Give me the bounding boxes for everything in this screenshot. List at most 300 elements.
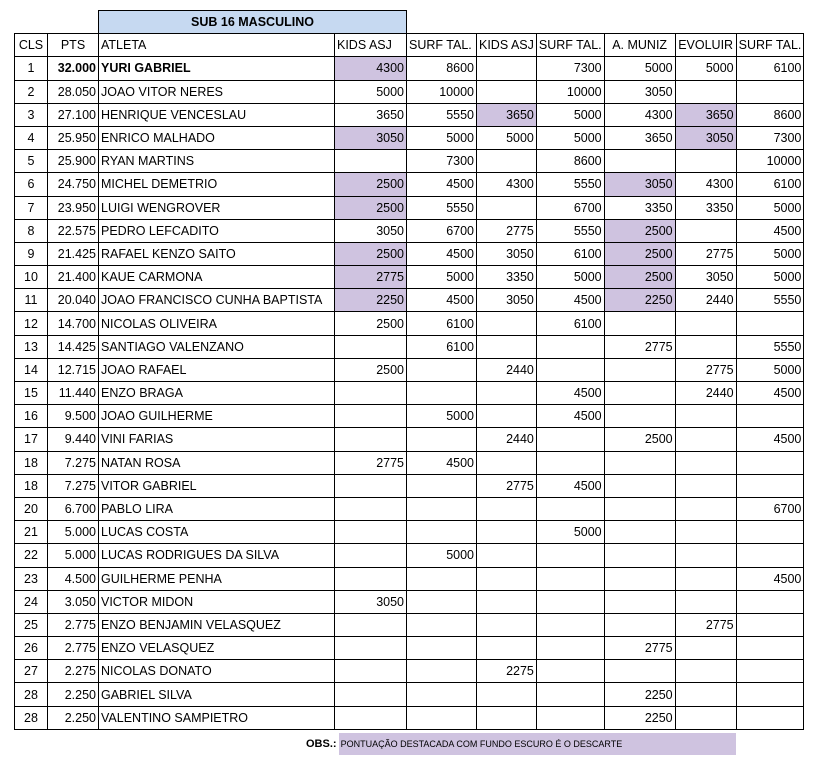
score-cell: 2775 [477, 219, 537, 242]
athlete-name-cell: PABLO LIRA [99, 497, 335, 520]
athlete-name-cell: NATAN ROSA [99, 451, 335, 474]
table-title: SUB 16 MASCULINO [191, 15, 314, 30]
score-cell: 4500 [536, 289, 604, 312]
score-cell: 2500 [335, 358, 407, 381]
pts-cell: 14.700 [48, 312, 99, 335]
score-cell: 2250 [335, 289, 407, 312]
table-row [15, 57, 804, 80]
table-row [15, 613, 804, 636]
obs-text: PONTUAÇÃO DESTACADA COM FUNDO ESCURO É O DESCARTE [339, 733, 736, 755]
score-cell [477, 590, 537, 613]
table-row [15, 497, 804, 520]
score-cell: 2440 [477, 358, 537, 381]
score-cell: 6100 [536, 242, 604, 265]
cls-cell: 8 [15, 219, 48, 242]
pts-cell: 28.050 [48, 80, 99, 103]
athlete-name-cell: YURI GABRIEL [99, 57, 335, 80]
table-row [15, 80, 804, 103]
athlete-name-cell: NICOLAS OLIVEIRA [99, 312, 335, 335]
table-row [15, 706, 804, 729]
athlete-name-cell: JOAO FRANCISCO CUNHA BAPTISTA [99, 289, 335, 312]
cls-cell: 15 [15, 382, 48, 405]
header-row [15, 34, 804, 57]
table-row [15, 567, 804, 590]
score-cell: 4500 [536, 405, 604, 428]
athlete-name-cell: GUILHERME PENHA [99, 567, 335, 590]
table-row [15, 428, 804, 451]
score-cell [407, 567, 477, 590]
score-cell [477, 613, 537, 636]
score-cell: 2775 [604, 335, 675, 358]
pts-cell: 2.275 [48, 660, 99, 683]
athlete-name-cell: SANTIAGO VALENZANO [99, 335, 335, 358]
athlete-name-cell: VINI FARIAS [99, 428, 335, 451]
score-cell: 2500 [604, 266, 675, 289]
header-event-5: A. MUNIZ [604, 34, 675, 57]
score-cell [536, 683, 604, 706]
score-cell: 3350 [675, 196, 736, 219]
table-row [15, 358, 804, 381]
athlete-name-cell: ENZO BRAGA [99, 382, 335, 405]
score-cell: 3650 [675, 103, 736, 126]
pts-cell: 7.275 [48, 451, 99, 474]
score-cell: 2250 [604, 706, 675, 729]
pts-cell: 24.750 [48, 173, 99, 196]
score-cell [604, 660, 675, 683]
cls-cell: 14 [15, 358, 48, 381]
score-cell [536, 637, 604, 660]
score-cell: 3050 [604, 173, 675, 196]
score-cell [604, 405, 675, 428]
score-cell: 5000 [536, 521, 604, 544]
pts-cell: 21.425 [48, 242, 99, 265]
score-cell [335, 683, 407, 706]
score-cell [675, 706, 736, 729]
athlete-name-cell: GABRIEL SILVA [99, 683, 335, 706]
blank-cell [604, 11, 675, 34]
title-row [15, 11, 804, 34]
score-cell: 6100 [536, 312, 604, 335]
table-row [15, 521, 804, 544]
score-cell [675, 497, 736, 520]
score-cell: 5000 [407, 266, 477, 289]
header-cls: CLS [15, 34, 48, 57]
observation-note [306, 733, 736, 755]
score-cell [675, 80, 736, 103]
blank-cell [675, 11, 736, 34]
score-cell: 4500 [736, 567, 804, 590]
cls-cell: 22 [15, 544, 48, 567]
table-row [15, 683, 804, 706]
score-cell [477, 150, 537, 173]
score-cell [536, 660, 604, 683]
athlete-name-cell: KAUE CARMONA [99, 266, 335, 289]
table-row [15, 312, 804, 335]
score-cell: 5550 [407, 196, 477, 219]
cls-cell: 4 [15, 126, 48, 149]
score-cell [736, 474, 804, 497]
score-cell: 6700 [536, 196, 604, 219]
table-title-cell [99, 11, 407, 34]
score-cell [477, 382, 537, 405]
athlete-name-cell: JOAO RAFAEL [99, 358, 335, 381]
score-cell: 3050 [335, 219, 407, 242]
header-pts: PTS [48, 34, 99, 57]
pts-cell: 9.440 [48, 428, 99, 451]
score-cell: 6700 [736, 497, 804, 520]
score-cell [335, 497, 407, 520]
table-row [15, 289, 804, 312]
pts-cell: 25.950 [48, 126, 99, 149]
ranking-table [14, 10, 804, 730]
score-cell: 2500 [604, 242, 675, 265]
score-cell: 3650 [477, 103, 537, 126]
header-event-2: SURF TAL. [407, 34, 477, 57]
score-cell: 5000 [477, 126, 537, 149]
score-cell: 3350 [604, 196, 675, 219]
score-cell: 2440 [675, 289, 736, 312]
header-event-1: KIDS ASJ [335, 34, 407, 57]
score-cell: 2775 [335, 451, 407, 474]
score-cell [604, 544, 675, 567]
score-cell [536, 335, 604, 358]
pts-cell: 14.425 [48, 335, 99, 358]
score-cell: 2500 [335, 196, 407, 219]
score-cell [335, 567, 407, 590]
score-cell: 5550 [536, 219, 604, 242]
score-cell [335, 521, 407, 544]
pts-cell: 21.400 [48, 266, 99, 289]
pts-cell: 6.700 [48, 497, 99, 520]
score-cell [335, 405, 407, 428]
score-cell [736, 613, 804, 636]
blank-cell [407, 11, 477, 34]
score-cell: 2440 [477, 428, 537, 451]
score-cell [675, 474, 736, 497]
athlete-name-cell: ENRICO MALHADO [99, 126, 335, 149]
score-cell: 4500 [407, 451, 477, 474]
table-row [15, 451, 804, 474]
cls-cell: 16 [15, 405, 48, 428]
score-cell [675, 590, 736, 613]
score-cell: 3650 [335, 103, 407, 126]
score-cell: 10000 [407, 80, 477, 103]
score-cell [736, 80, 804, 103]
score-cell: 6100 [736, 173, 804, 196]
score-cell [536, 567, 604, 590]
score-cell: 2775 [675, 613, 736, 636]
cls-cell: 21 [15, 521, 48, 544]
cls-cell: 20 [15, 497, 48, 520]
score-cell [736, 312, 804, 335]
score-cell: 2500 [604, 219, 675, 242]
score-cell [675, 428, 736, 451]
score-cell [675, 637, 736, 660]
score-cell: 3050 [335, 590, 407, 613]
score-cell: 3350 [477, 266, 537, 289]
score-cell [736, 521, 804, 544]
score-cell [335, 637, 407, 660]
header-atleta: ATLETA [99, 34, 335, 57]
score-cell [477, 405, 537, 428]
score-cell [477, 706, 537, 729]
score-cell: 3050 [335, 126, 407, 149]
pts-cell: 22.575 [48, 219, 99, 242]
score-cell: 5000 [736, 358, 804, 381]
score-cell: 7300 [736, 126, 804, 149]
table-row [15, 382, 804, 405]
score-cell: 5000 [407, 126, 477, 149]
score-cell: 4500 [736, 382, 804, 405]
score-cell [477, 312, 537, 335]
blank-cell [477, 11, 537, 34]
score-cell: 6100 [407, 335, 477, 358]
score-cell [477, 57, 537, 80]
score-cell: 5000 [736, 266, 804, 289]
score-cell: 4300 [604, 103, 675, 126]
score-cell [675, 521, 736, 544]
pts-cell: 5.000 [48, 544, 99, 567]
blank-cell [736, 11, 804, 34]
score-cell [536, 497, 604, 520]
score-cell [536, 590, 604, 613]
score-cell [675, 660, 736, 683]
score-cell: 3050 [604, 80, 675, 103]
pts-cell: 32.000 [48, 57, 99, 80]
pts-cell: 2.775 [48, 637, 99, 660]
blank-cell [15, 11, 48, 34]
score-cell [477, 80, 537, 103]
score-cell: 2500 [335, 312, 407, 335]
score-cell [477, 335, 537, 358]
score-cell [604, 150, 675, 173]
score-cell [477, 521, 537, 544]
score-cell: 2500 [335, 242, 407, 265]
score-cell: 5000 [407, 544, 477, 567]
score-cell: 3650 [604, 126, 675, 149]
score-cell [407, 637, 477, 660]
table-row [15, 335, 804, 358]
score-cell: 5000 [407, 405, 477, 428]
cls-cell: 25 [15, 613, 48, 636]
score-cell [407, 382, 477, 405]
score-cell [675, 219, 736, 242]
athlete-name-cell: PEDRO LEFCADITO [99, 219, 335, 242]
cls-cell: 9 [15, 242, 48, 265]
cls-cell: 27 [15, 660, 48, 683]
athlete-name-cell: MICHEL DEMETRIO [99, 173, 335, 196]
cls-cell: 17 [15, 428, 48, 451]
athlete-name-cell: VALENTINO SAMPIETRO [99, 706, 335, 729]
athlete-name-cell: RAFAEL KENZO SAITO [99, 242, 335, 265]
cls-cell: 5 [15, 150, 48, 173]
score-cell [604, 567, 675, 590]
table-row [15, 150, 804, 173]
score-cell [335, 613, 407, 636]
athlete-name-cell: ENZO BENJAMIN VELASQUEZ [99, 613, 335, 636]
athlete-name-cell: VICTOR MIDON [99, 590, 335, 613]
score-cell: 7300 [407, 150, 477, 173]
table-row [15, 266, 804, 289]
score-cell [335, 150, 407, 173]
score-cell [407, 497, 477, 520]
score-cell [335, 544, 407, 567]
table-row [15, 196, 804, 219]
score-cell [407, 613, 477, 636]
pts-cell: 3.050 [48, 590, 99, 613]
score-cell: 2275 [477, 660, 537, 683]
score-cell [335, 428, 407, 451]
table-row [15, 660, 804, 683]
score-cell: 6700 [407, 219, 477, 242]
header-event-6: EVOLUIR [675, 34, 736, 57]
score-cell [604, 474, 675, 497]
cls-cell: 11 [15, 289, 48, 312]
score-cell: 10000 [536, 80, 604, 103]
score-cell [604, 590, 675, 613]
pts-cell: 12.715 [48, 358, 99, 381]
table-row [15, 126, 804, 149]
score-cell [675, 150, 736, 173]
pts-cell: 23.950 [48, 196, 99, 219]
score-cell [477, 497, 537, 520]
score-cell [477, 567, 537, 590]
score-cell [736, 637, 804, 660]
score-cell [536, 358, 604, 381]
score-cell [675, 335, 736, 358]
blank-cell [536, 11, 604, 34]
athlete-name-cell: HENRIQUE VENCESLAU [99, 103, 335, 126]
score-cell [736, 706, 804, 729]
score-cell [675, 544, 736, 567]
cls-cell: 18 [15, 474, 48, 497]
pts-cell: 5.000 [48, 521, 99, 544]
score-cell: 2250 [604, 683, 675, 706]
score-cell: 8600 [536, 150, 604, 173]
score-cell: 5550 [736, 289, 804, 312]
score-cell [736, 451, 804, 474]
score-cell [407, 683, 477, 706]
cls-cell: 7 [15, 196, 48, 219]
score-cell: 4500 [536, 474, 604, 497]
score-cell: 6100 [407, 312, 477, 335]
score-cell [407, 706, 477, 729]
score-cell [407, 590, 477, 613]
score-cell: 10000 [736, 150, 804, 173]
score-cell: 4500 [736, 219, 804, 242]
score-cell [335, 660, 407, 683]
cls-cell: 10 [15, 266, 48, 289]
table-row [15, 590, 804, 613]
athlete-name-cell: LUIGI WENGROVER [99, 196, 335, 219]
pts-cell: 25.900 [48, 150, 99, 173]
score-cell [604, 521, 675, 544]
score-cell: 5000 [604, 57, 675, 80]
score-cell: 4500 [407, 173, 477, 196]
score-cell: 4500 [736, 428, 804, 451]
score-cell [604, 382, 675, 405]
score-cell [675, 405, 736, 428]
score-cell [536, 451, 604, 474]
score-cell: 5000 [736, 242, 804, 265]
score-cell [407, 660, 477, 683]
pts-cell: 2.775 [48, 613, 99, 636]
athlete-name-cell: LUCAS RODRIGUES DA SILVA [99, 544, 335, 567]
cls-cell: 13 [15, 335, 48, 358]
score-cell: 8600 [736, 103, 804, 126]
cls-cell: 3 [15, 103, 48, 126]
table-row [15, 173, 804, 196]
header-event-4: SURF TAL. [536, 34, 604, 57]
score-cell [736, 590, 804, 613]
pts-cell: 2.250 [48, 706, 99, 729]
pts-cell: 27.100 [48, 103, 99, 126]
score-cell: 3050 [477, 289, 537, 312]
score-cell [335, 706, 407, 729]
score-cell [536, 706, 604, 729]
obs-label: OBS.: [306, 738, 337, 750]
score-cell: 4300 [335, 57, 407, 80]
score-cell: 5550 [736, 335, 804, 358]
score-cell: 2775 [675, 242, 736, 265]
score-cell [477, 451, 537, 474]
score-cell [407, 428, 477, 451]
score-cell: 3050 [477, 242, 537, 265]
score-cell: 2775 [477, 474, 537, 497]
score-cell: 5000 [536, 266, 604, 289]
score-cell: 2500 [335, 173, 407, 196]
score-cell: 7300 [536, 57, 604, 80]
table-row [15, 103, 804, 126]
athlete-name-cell: VITOR GABRIEL [99, 474, 335, 497]
cls-cell: 18 [15, 451, 48, 474]
score-cell [604, 358, 675, 381]
score-cell: 2775 [675, 358, 736, 381]
score-cell [407, 474, 477, 497]
score-cell [675, 451, 736, 474]
score-cell [335, 474, 407, 497]
cls-cell: 6 [15, 173, 48, 196]
score-cell: 5000 [335, 80, 407, 103]
score-cell: 4300 [477, 173, 537, 196]
score-cell [536, 544, 604, 567]
cls-cell: 28 [15, 706, 48, 729]
score-cell [736, 544, 804, 567]
athlete-name-cell: ENZO VELASQUEZ [99, 637, 335, 660]
score-cell: 5000 [675, 57, 736, 80]
athlete-name-cell: RYAN MARTINS [99, 150, 335, 173]
score-cell: 8600 [407, 57, 477, 80]
score-cell: 5550 [536, 173, 604, 196]
score-cell: 5000 [536, 126, 604, 149]
pts-cell: 11.440 [48, 382, 99, 405]
athlete-name-cell: JOAO GUILHERME [99, 405, 335, 428]
score-cell [604, 497, 675, 520]
table-row [15, 405, 804, 428]
header-event-3: KIDS ASJ [477, 34, 537, 57]
score-cell: 2775 [335, 266, 407, 289]
header-event-7: SURF TAL. [736, 34, 804, 57]
score-cell [477, 637, 537, 660]
score-cell: 2440 [675, 382, 736, 405]
score-cell [407, 358, 477, 381]
athlete-name-cell: JOAO VITOR NERES [99, 80, 335, 103]
score-cell [477, 544, 537, 567]
score-cell [536, 428, 604, 451]
score-cell: 2500 [604, 428, 675, 451]
score-cell: 4500 [407, 289, 477, 312]
score-cell [736, 683, 804, 706]
